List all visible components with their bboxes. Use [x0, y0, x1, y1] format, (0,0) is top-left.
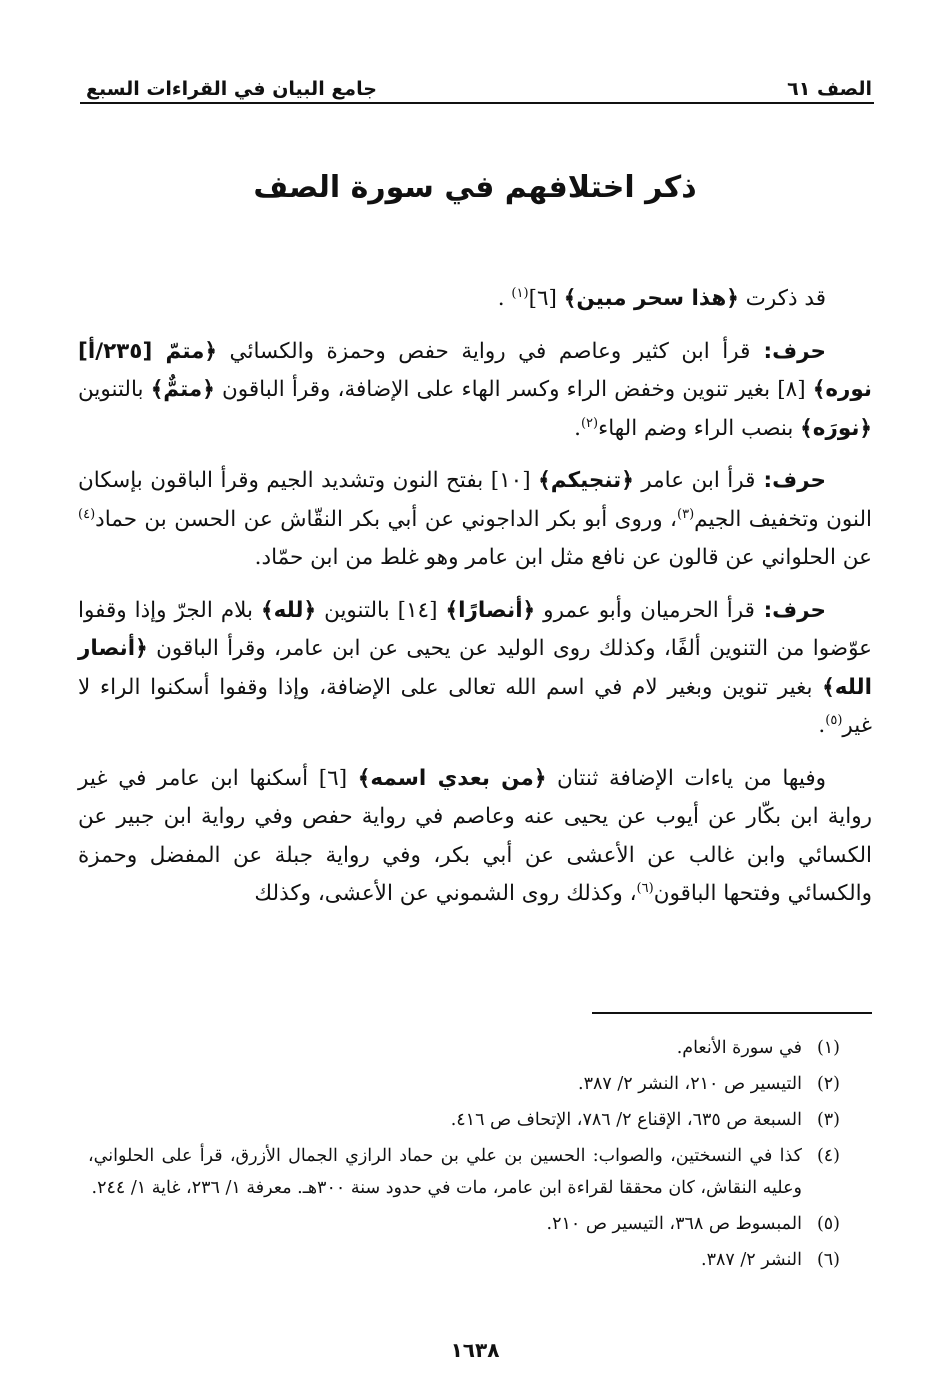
footnotes — [88, 1032, 840, 1280]
quran-citation: ﴿نورَه﴾ — [800, 415, 872, 441]
text-run: . — [818, 713, 826, 738]
text-run: [١٤] بالتنوين — [316, 597, 446, 623]
footnote-text: كذا في النسختين، والصواب: الحسين بن علي بن حماد الرازي الجمال الأزرق، قرأ على الحلواني، وعليه النقاش، كان محققا لقراءة ابن عامر، مات في حدود سنة ٣٠٠هـ. معرفة ١/ ٢٣٦، غاية ١/ ٢٤٤. — [88, 1146, 802, 1198]
header-book-title: جامع البيان في القراءات السبع — [86, 78, 377, 100]
chapter-title: ذكر اختلافهم في سورة الصف — [253, 170, 697, 205]
text-run: ، وروى أبو بكر الداجوني عن أبي بكر النقّاش عن الحسن بن حماد — [95, 506, 677, 532]
footnote-ref: (٣) — [677, 506, 695, 522]
footnote-separator — [592, 1012, 872, 1014]
header-surah-label: الصف ٦١ — [787, 78, 872, 100]
text-run: قد ذكرت — [738, 286, 826, 311]
main-text — [78, 280, 872, 928]
footnote-text: في سورة الأنعام. — [676, 1038, 802, 1058]
footnote-ref: (٦) — [636, 880, 654, 896]
text-run: وفيها من ياءات الإضافة ثنتان — [546, 765, 826, 791]
footnote-number: (٣) — [816, 1110, 840, 1130]
footnote-item — [88, 1208, 840, 1240]
footnote-number: (٢) — [816, 1074, 840, 1094]
footnote-number: (٤) — [816, 1146, 840, 1166]
paragraph-harf-2 — [78, 462, 872, 578]
harf-label: حرف: — [754, 597, 827, 623]
footnote-number: (٥) — [816, 1214, 840, 1234]
harf-label: حرف: — [755, 468, 826, 493]
footnote-ref: (٤) — [78, 506, 96, 522]
quran-citation: ﴿أنصار الله﴾ — [78, 636, 872, 700]
harf-label: حرف: — [750, 338, 826, 364]
text-run: قرأ الحرميان وأبو عمرو — [535, 597, 755, 623]
text-run: بلام الجرّ وإذا وقفوا عوّضوا من التنوين ألفًا، وكذلك روى الوليد عن يحيى عن ابن عامر، وقرأ الباقون — [78, 597, 872, 661]
quran-citation: ﴿متمّ [٢٣٥/أ] نوره﴾ — [78, 338, 872, 402]
running-header — [86, 62, 872, 100]
text-run: بالتنوين — [78, 377, 151, 402]
header-rule — [80, 102, 874, 104]
quran-citation: ﴿من بعدي اسمه﴾ — [357, 765, 547, 791]
paragraph-ya-idafa — [78, 760, 872, 914]
page-number: ١٦٣٨ — [450, 1338, 500, 1362]
paragraph-intro — [78, 280, 872, 319]
paragraph-harf-1 — [78, 333, 872, 449]
text-run: . — [574, 415, 581, 441]
footnote-text: التيسير ص ٢١٠، النشر ٢/ ٣٨٧. — [578, 1074, 802, 1094]
text-run: [٦] — [528, 286, 564, 311]
footnote-ref: (٥) — [825, 712, 843, 728]
text-run: بنصب الراء وضم الهاء — [598, 415, 801, 441]
quran-citation: ﴿لله﴾ — [260, 597, 317, 623]
footnote-item — [88, 1068, 840, 1100]
quran-citation: ﴿هذا سحر مبين﴾ — [563, 286, 739, 311]
text-run: عن الحلواني عن قالون عن نافع مثل ابن عامر وهو غلط من ابن حمّاد. — [254, 545, 872, 570]
footnote-number: (٦) — [816, 1250, 840, 1270]
text-run: بغير تنوين وبغير لام في اسم الله تعالى على الإضافة، وإذا وقفوا أسكنوا الراء لا غير — [78, 674, 872, 738]
footnote-item — [88, 1104, 840, 1136]
text-run: . — [497, 286, 512, 311]
quran-citation: ﴿تنجيكم﴾ — [538, 468, 634, 493]
text-run: [١٠] بفتح النون وتشديد الجيم وقرأ الباقون بإسكان النون وتخفيف الجيم — [78, 468, 872, 532]
text-run: قرأ ابن عامر — [633, 468, 756, 493]
footnote-ref: (٢) — [580, 415, 599, 431]
paragraph-harf-3 — [78, 592, 872, 746]
text-run: [٨] بغير تنوين وخفض الراء وكسر الهاء على الإضافة، وقرأ الباقون — [214, 377, 813, 402]
text-run: ، وكذلك روى الشموني عن الأعشى، وكذلك — [254, 881, 637, 906]
footnote-text: المبسوط ص ٣٦٨، التيسير ص ٢١٠. — [546, 1214, 802, 1234]
footnote-item — [88, 1032, 840, 1064]
text-run: [٦] أسكنها ابن عامر في غير رواية ابن بكّار عن أيوب عن يحيى عنه وعاصم في رواية حفص وفي رواية ابن جبير عن الكسائي وابن غالب عن الأعشى عن أبي بكر، وفي رواية جبلة عن المفضل وحمزة والكسائي وفتحها الباقون — [78, 765, 872, 906]
footnote-text: السبعة ص ٦٣٥، الإقناع ٢/ ٧٨٦، الإتحاف ص ٤١٦. — [450, 1110, 802, 1130]
text-run: قرأ ابن كثير وعاصم في رواية حفص وحمزة والكسائي — [217, 338, 751, 364]
quran-citation: ﴿أنصارًا﴾ — [445, 597, 536, 623]
quran-citation: ﴿متمٌّ﴾ — [150, 377, 215, 402]
footnote-item — [88, 1140, 840, 1204]
footnote-number: (١) — [816, 1038, 840, 1058]
footnote-ref: (١) — [511, 285, 529, 301]
footnote-text: النشر ٢/ ٣٨٧. — [701, 1250, 802, 1270]
footnote-item — [88, 1244, 840, 1276]
